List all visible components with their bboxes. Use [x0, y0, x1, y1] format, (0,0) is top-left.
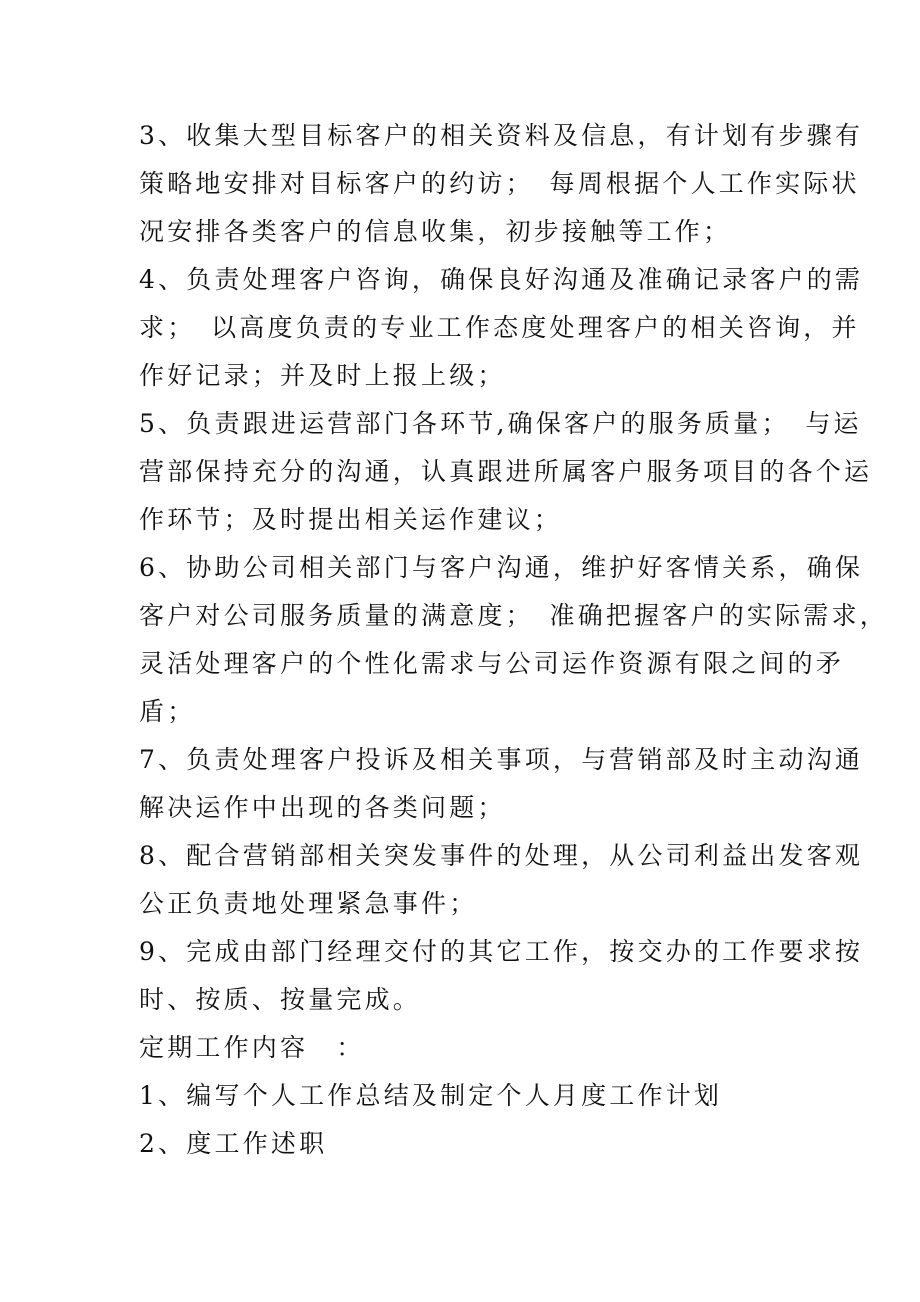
- text-line: 9、完成由部门经理交付的其它工作，按交办的工作要求按: [139, 937, 864, 966]
- text-line: 公正负责地处理紧急事件；: [139, 889, 478, 918]
- text-line: 况安排各类客户的信息收集，初步接触等工作；: [139, 217, 732, 246]
- text-line: 3、收集大型目标客户的相关资料及信息，有计划有步骤有: [139, 121, 864, 150]
- text-line: 5、负责跟进运营部门各环节,确保客户的服务质量； 与运: [139, 409, 862, 438]
- text-line: 策略地安排对目标客户的约访； 每周根据个人工作实际状: [139, 169, 860, 198]
- text-line: 求； 以高度负责的专业工作态度处理客户的相关咨询，并: [139, 313, 860, 342]
- text-line: 4、负责处理客户咨询，确保良好沟通及准确记录客户的需: [139, 265, 864, 294]
- text-line: 2、度工作述职: [139, 1129, 328, 1158]
- text-line: 盾；: [139, 697, 196, 726]
- text-line: 时、按质、按量完成。: [139, 985, 422, 1014]
- text-line: 1、编写个人工作总结及制定个人月度工作计划: [139, 1081, 723, 1110]
- text-line: 营部保持充分的沟通，认真跟进所属客户服务项目的各个运: [139, 457, 873, 486]
- text-line: 解决运作中出现的各类问题；: [139, 793, 506, 822]
- text-line: 8、配合营销部相关突发事件的处理，从公司利益出发客观: [139, 841, 864, 870]
- text-line: 灵活处理客户的个性化需求与公司运作资源有限之间的矛: [139, 649, 845, 678]
- text-line: 6、协助公司相关部门与客户沟通，维护好客情关系，确保: [139, 553, 864, 582]
- text-line: 作环节；及时提出相关运作建议；: [139, 505, 563, 534]
- text-line: 客户对公司服务质量的满意度； 准确把握客户的实际需求，: [139, 601, 888, 630]
- section-heading: 定期工作内容 ：: [139, 1033, 365, 1062]
- text-line: 7、负责处理客户投诉及相关事项，与营销部及时主动沟通: [139, 745, 864, 774]
- text-line: 作好记录；并及时上报上级；: [139, 361, 506, 390]
